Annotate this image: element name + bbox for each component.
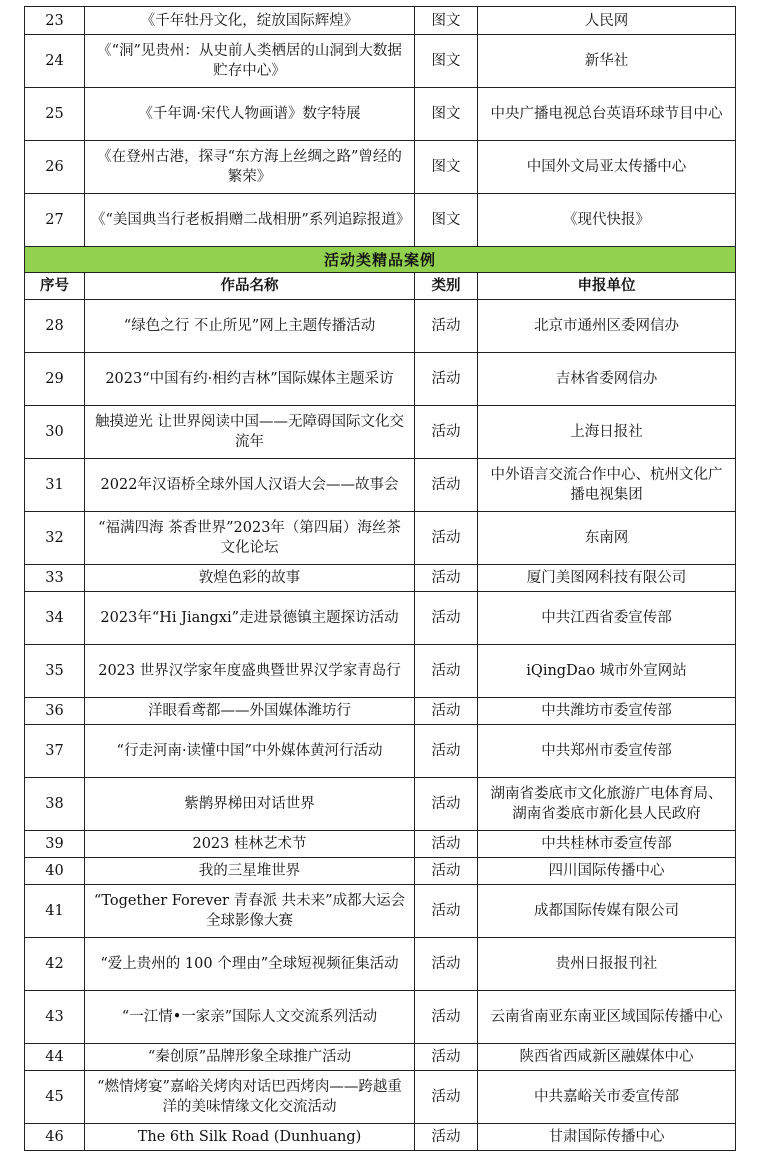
row-number: 24 <box>25 35 85 88</box>
work-title: 我的三星堆世界 <box>85 858 415 885</box>
top-rows <box>25 7 736 247</box>
organization: 贵州日报报刊社 <box>478 938 736 991</box>
organization: 厦门美图网科技有限公司 <box>478 565 736 592</box>
table-row <box>25 141 736 194</box>
row-number: 44 <box>25 1044 85 1071</box>
row-number: 25 <box>25 88 85 141</box>
organization: 中国外文局亚太传播中心 <box>478 141 736 194</box>
category: 活动 <box>415 1071 478 1124</box>
work-title: “燃情烤宴”嘉峪关烤肉对话巴西烤肉——跨越重洋的美味情缘文化交流活动 <box>85 1071 415 1124</box>
row-number: 37 <box>25 725 85 778</box>
table-row <box>25 88 736 141</box>
table-row <box>25 459 736 512</box>
work-title: 紫鹊界梯田对话世界 <box>85 778 415 831</box>
category: 活动 <box>415 300 478 353</box>
table-row <box>25 1044 736 1071</box>
category: 活动 <box>415 698 478 725</box>
category: 图文 <box>415 7 478 35</box>
row-number: 43 <box>25 991 85 1044</box>
table-row <box>25 7 736 35</box>
row-number: 27 <box>25 194 85 247</box>
table-row <box>25 938 736 991</box>
work-title: “一江情•一家亲”国际人文交流系列活动 <box>85 991 415 1044</box>
row-number: 46 <box>25 1124 85 1151</box>
category: 活动 <box>415 645 478 698</box>
row-number: 38 <box>25 778 85 831</box>
organization: 成都国际传媒有限公司 <box>478 885 736 938</box>
category: 活动 <box>415 353 478 406</box>
table-row <box>25 858 736 885</box>
organization: 中共嘉峪关市委宣传部 <box>478 1071 736 1124</box>
work-title: “爱上贵州的 100 个理由”全球短视频征集活动 <box>85 938 415 991</box>
work-title: 《千年牡丹文化，绽放国际辉煌》 <box>85 7 415 35</box>
category: 活动 <box>415 406 478 459</box>
header-no: 序号 <box>25 273 85 300</box>
section-header-row <box>25 247 736 273</box>
table-row <box>25 725 736 778</box>
organization: 中外语言交流合作中心、杭州文化广播电视集团 <box>478 459 736 512</box>
organization: 中央广播电视总台英语环球节目中心 <box>478 88 736 141</box>
table-row <box>25 406 736 459</box>
organization: 中共桂林市委宣传部 <box>478 831 736 858</box>
work-title: 《在登州古港，探寻“东方海上丝绸之路”曾经的繁荣》 <box>85 141 415 194</box>
header-org: 申报单位 <box>478 273 736 300</box>
organization: iQingDao 城市外宣网站 <box>478 645 736 698</box>
table-row <box>25 698 736 725</box>
row-number: 30 <box>25 406 85 459</box>
work-title: 《“洞”见贵州：从史前人类栖居的山洞到大数据贮存中心》 <box>85 35 415 88</box>
organization: 云南省南亚东南亚区域国际传播中心 <box>478 991 736 1044</box>
table-row <box>25 991 736 1044</box>
work-title: 2023 桂林艺术节 <box>85 831 415 858</box>
row-number: 33 <box>25 565 85 592</box>
category: 活动 <box>415 459 478 512</box>
category: 活动 <box>415 938 478 991</box>
row-number: 34 <box>25 592 85 645</box>
category: 图文 <box>415 35 478 88</box>
table-row <box>25 778 736 831</box>
row-number: 35 <box>25 645 85 698</box>
row-number: 29 <box>25 353 85 406</box>
work-title: 2023 世界汉学家年度盛典暨世界汉学家青岛行 <box>85 645 415 698</box>
work-title: 触摸逆光 让世界阅读中国——无障碍国际文化交流年 <box>85 406 415 459</box>
organization: 上海日报社 <box>478 406 736 459</box>
table-row <box>25 512 736 565</box>
table-row <box>25 831 736 858</box>
work-title: 2023“中国有约·相约吉林”国际媒体主题采访 <box>85 353 415 406</box>
header-title: 作品名称 <box>85 273 415 300</box>
row-number: 32 <box>25 512 85 565</box>
work-title: “行走河南·读懂中国”中外媒体黄河行活动 <box>85 725 415 778</box>
organization: 吉林省委网信办 <box>478 353 736 406</box>
organization: 陕西省西咸新区融媒体中心 <box>478 1044 736 1071</box>
table-row <box>25 300 736 353</box>
row-number: 23 <box>25 7 85 35</box>
organization: 甘肃国际传播中心 <box>478 1124 736 1151</box>
row-number: 31 <box>25 459 85 512</box>
column-header-row <box>25 273 736 300</box>
organization: 新华社 <box>478 35 736 88</box>
section-block <box>25 247 736 300</box>
organization: 北京市通州区委网信办 <box>478 300 736 353</box>
work-title: 洋眼看鸢都——外国媒体潍坊行 <box>85 698 415 725</box>
table-row <box>25 885 736 938</box>
row-number: 40 <box>25 858 85 885</box>
cases-table <box>24 6 736 1151</box>
work-title: The 6th Silk Road (Dunhuang) <box>85 1124 415 1151</box>
category: 活动 <box>415 858 478 885</box>
table-row <box>25 645 736 698</box>
table-row <box>25 1071 736 1124</box>
category: 图文 <box>415 194 478 247</box>
table-row <box>25 194 736 247</box>
organization: 《现代快报》 <box>478 194 736 247</box>
category: 图文 <box>415 88 478 141</box>
table-row <box>25 565 736 592</box>
work-title: “绿色之行 不止所见”网上主题传播活动 <box>85 300 415 353</box>
work-title: 2022年汉语桥全球外国人汉语大会——故事会 <box>85 459 415 512</box>
section-title: 活动类精品案例 <box>25 247 736 273</box>
organization: 湖南省娄底市文化旅游广电体育局、湖南省娄底市新化县人民政府 <box>478 778 736 831</box>
row-number: 36 <box>25 698 85 725</box>
organization: 东南网 <box>478 512 736 565</box>
work-title: 2023年“Hi Jiangxi”走进景德镇主题探访活动 <box>85 592 415 645</box>
category: 活动 <box>415 725 478 778</box>
category: 活动 <box>415 778 478 831</box>
category: 活动 <box>415 565 478 592</box>
row-number: 41 <box>25 885 85 938</box>
organization: 人民网 <box>478 7 736 35</box>
table-row <box>25 35 736 88</box>
work-title: “福满四海 茶香世界”2023年（第四届）海丝茶文化论坛 <box>85 512 415 565</box>
row-number: 28 <box>25 300 85 353</box>
category: 活动 <box>415 991 478 1044</box>
table-row <box>25 353 736 406</box>
row-number: 42 <box>25 938 85 991</box>
table-row <box>25 592 736 645</box>
category: 图文 <box>415 141 478 194</box>
work-title: 《千年调·宋代人物画谱》数字特展 <box>85 88 415 141</box>
table-row <box>25 1124 736 1151</box>
work-title: 敦煌色彩的故事 <box>85 565 415 592</box>
organization: 中共江西省委宣传部 <box>478 592 736 645</box>
category: 活动 <box>415 592 478 645</box>
category: 活动 <box>415 1044 478 1071</box>
header-type: 类别 <box>415 273 478 300</box>
row-number: 45 <box>25 1071 85 1124</box>
organization: 四川国际传播中心 <box>478 858 736 885</box>
work-title: 《“美国典当行老板捐赠二战相册”系列追踪报道》 <box>85 194 415 247</box>
organization: 中共潍坊市委宣传部 <box>478 698 736 725</box>
work-title: “秦创原”品牌形象全球推广活动 <box>85 1044 415 1071</box>
row-number: 39 <box>25 831 85 858</box>
row-number: 26 <box>25 141 85 194</box>
category: 活动 <box>415 885 478 938</box>
work-title: “Together Forever 青春派 共未来”成都大运会全球影像大赛 <box>85 885 415 938</box>
organization: 中共郑州市委宣传部 <box>478 725 736 778</box>
category: 活动 <box>415 1124 478 1151</box>
activity-rows <box>25 300 736 1151</box>
category: 活动 <box>415 512 478 565</box>
category: 活动 <box>415 831 478 858</box>
